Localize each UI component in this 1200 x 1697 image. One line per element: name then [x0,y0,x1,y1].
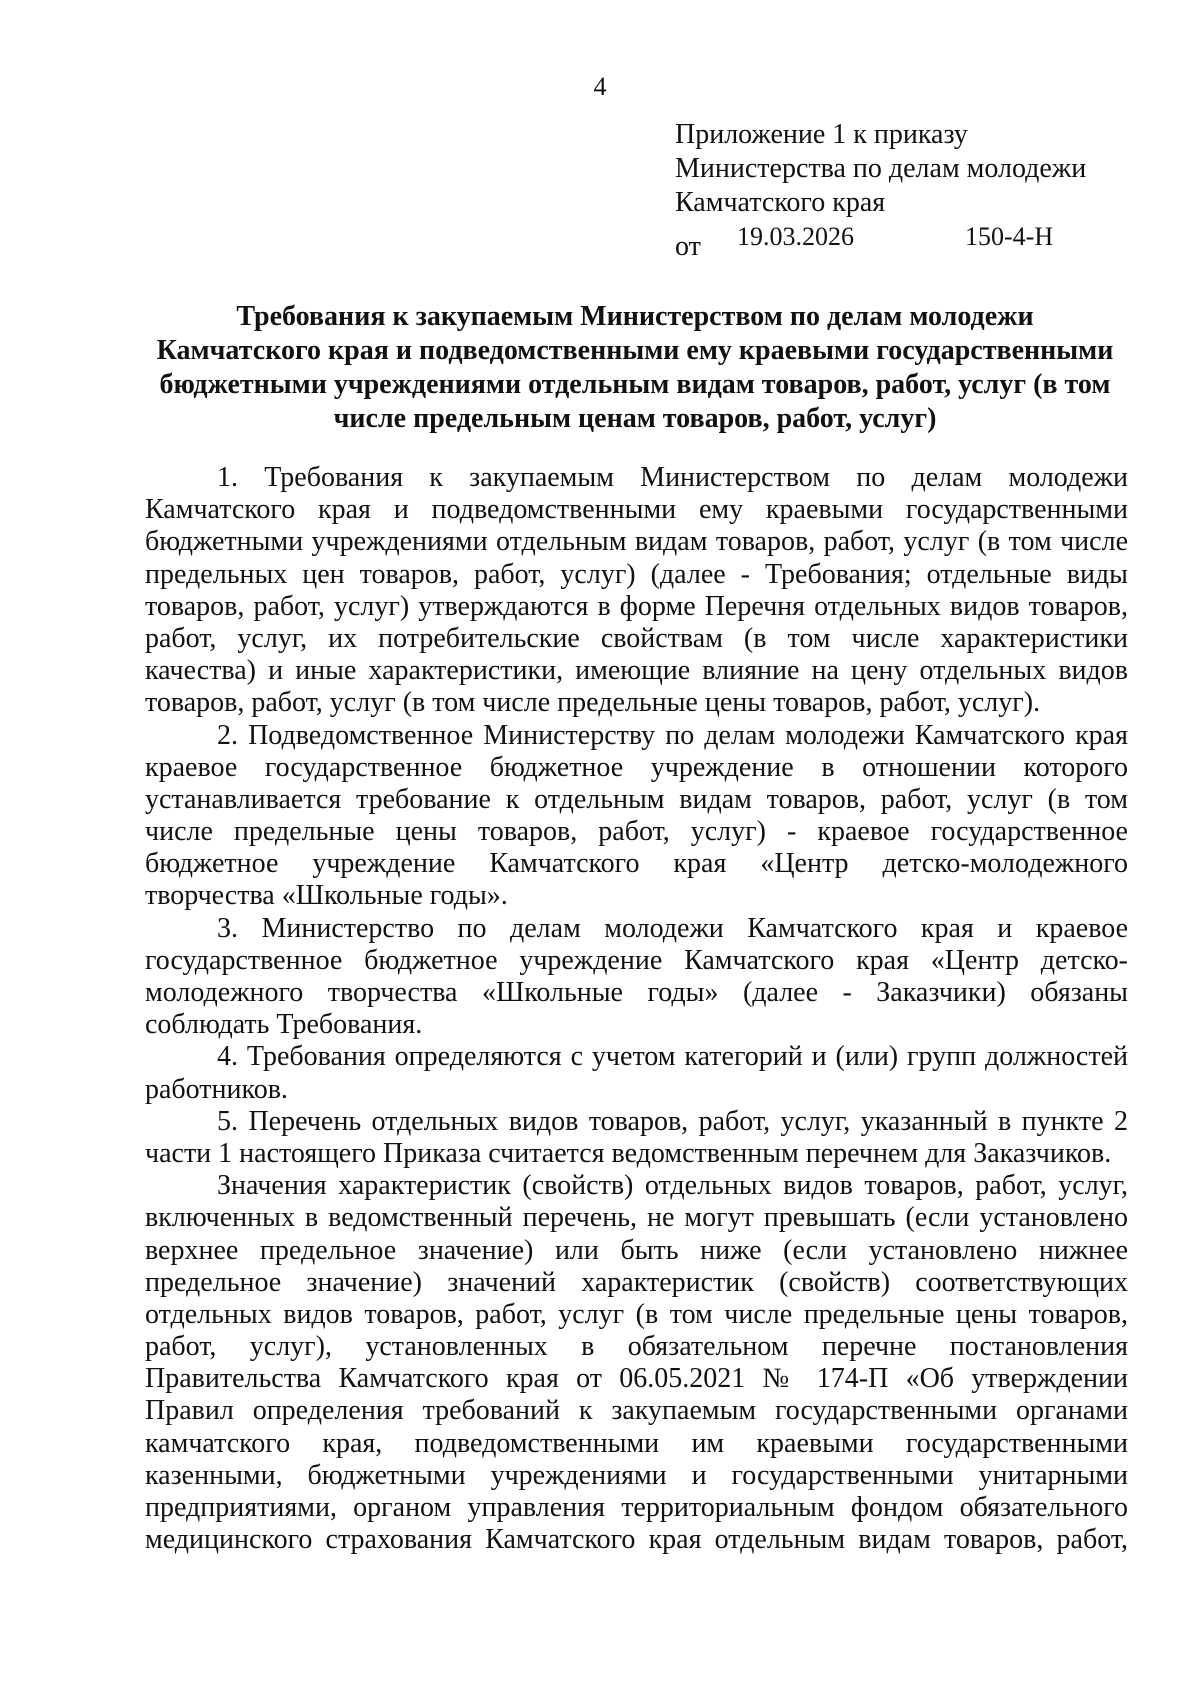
paragraph-line: включенных в ведомственный перечень, не могут превышать (если установлено [145,1202,1128,1234]
paragraph-line: работников. [145,1073,288,1105]
paragraph-line: работ, услуг), установленных в обязательном перечне постановления [145,1331,1128,1363]
paragraph-line: верхнее предельное значение) или быть ниже (если установлено нижнее [145,1234,1128,1266]
paragraph-line: бюджетными учреждениями отдельным видам товаров, работ, услуг (в том числе [145,526,1128,558]
paragraph-line: бюджетное учреждение Камчатского края «Центр детско-молодежного [145,848,1128,880]
title-line: бюджетными учреждениями отдельным видам товаров, работ, услуг (в том [159,369,1111,400]
paragraph-line: камчатского края, подведомственными им краевыми государственными [145,1427,1128,1459]
appendix-header [675,118,1155,262]
paragraph-line: 3. Министерство по делам молодежи Камчатского края и краевое [217,912,1128,944]
paragraph-line: отдельных видов товаров, работ, услуг (в том числе предельные цены товаров, [145,1298,1128,1330]
paragraph-line: качества) и иные характеристики, имеющие влияние на цену отдельных видов [145,655,1128,687]
paragraph-line: числе предельные цены товаров, работ, услуг) - краевое государственное [145,816,1128,848]
paragraph-line: Правительства Камчатского края от 06.05.2021 № 174-П «Об утверждении [145,1363,1128,1395]
paragraph-line: товаров, работ, услуг (в том числе предельные цены товаров, работ, услуг). [145,687,1041,719]
title-line: Требования к закупаемым Министерством по делам молодежи [236,301,1034,332]
document-body [145,462,1128,1556]
paragraph [145,1106,1128,1170]
paragraph [145,1170,1128,1556]
paragraph-line: Значения характеристик (свойств) отдельных видов товаров, работ, услуг, [217,1170,1128,1202]
order-number: 150-4-Н [965,222,1054,251]
paragraph-line: 5. Перечень отдельных видов товаров, работ, услуг, указанный в пункте 2 [217,1105,1128,1137]
paragraph-line: предельное значение) значений характеристик (свойств) соответствующих [145,1266,1128,1298]
paragraph-line: государственное бюджетное учреждение Камчатского края «Центр детско- [145,944,1128,976]
paragraph-line: краевое государственное бюджетное учреждение в отношении которого [145,751,1128,783]
paragraph-line: соблюдать Требования. [145,1009,423,1041]
title-line: Камчатского края и подведомственными ему краевыми государственными [156,335,1114,366]
paragraph-line: молодежного творчества «Школьные годы» (далее - Заказчики) обязаны [145,977,1128,1008]
paragraph-line: предельных цен товаров, работ, услуг) (далее - Требования; отдельные виды [145,558,1128,590]
paragraph-line: творчества «Школьные годы». [145,880,508,912]
paragraph-line: части 1 настоящего Приказа считается ведомственным перечнем для Заказчиков. [145,1137,1112,1169]
paragraph [145,1041,1128,1105]
document-title [145,300,1125,436]
from-label: от [675,231,701,262]
paragraph-line: 2. Подведомственное Министерству по делам молодежи Камчатского края [217,719,1128,751]
paragraph-line: 4. Требования определяются с учетом категорий и (или) групп должностей [217,1041,1128,1073]
paragraph-line: работ, услуг, их потребительские свойствам (в том числе характеристики [145,622,1128,654]
paragraph [145,462,1128,720]
paragraph-line: Правил определения требований к закупаемым государственными органами [145,1395,1128,1427]
paragraph-line: 1. Требования к закупаемым Министерством по делам молодежи [217,462,1128,493]
paragraph-line: Камчатского края и подведомственными ему краевыми государственными [145,494,1128,526]
appendix-line: Министерства по делам молодежи [675,153,1087,184]
appendix-line: Камчатского края [675,187,886,218]
paragraph-line: устанавливается требование к отдельным видам товаров, работ, услуг (в том [145,783,1128,815]
title-line: числе предельным ценам товаров, работ, услуг) [333,403,937,434]
paragraph-line: казенными, бюджетными учреждениями и государственными унитарными [145,1459,1128,1491]
page-number: 4 [593,72,607,101]
paragraph-line: предприятиями, органом управления территориальным фондом обязательного [145,1492,1128,1523]
paragraph [145,913,1128,1042]
paragraph-line: товаров, работ, услуг) утверждаются в форме Перечня отдельных видов товаров, [145,590,1128,622]
appendix-line: Приложение 1 к приказу [675,119,968,150]
paragraph [145,720,1128,913]
order-date-row [675,220,1155,262]
order-date: 19.03.2026 [737,222,854,251]
paragraph-line: медицинского страхования Камчатского края отдельным видам товаров, работ, [145,1524,1128,1556]
